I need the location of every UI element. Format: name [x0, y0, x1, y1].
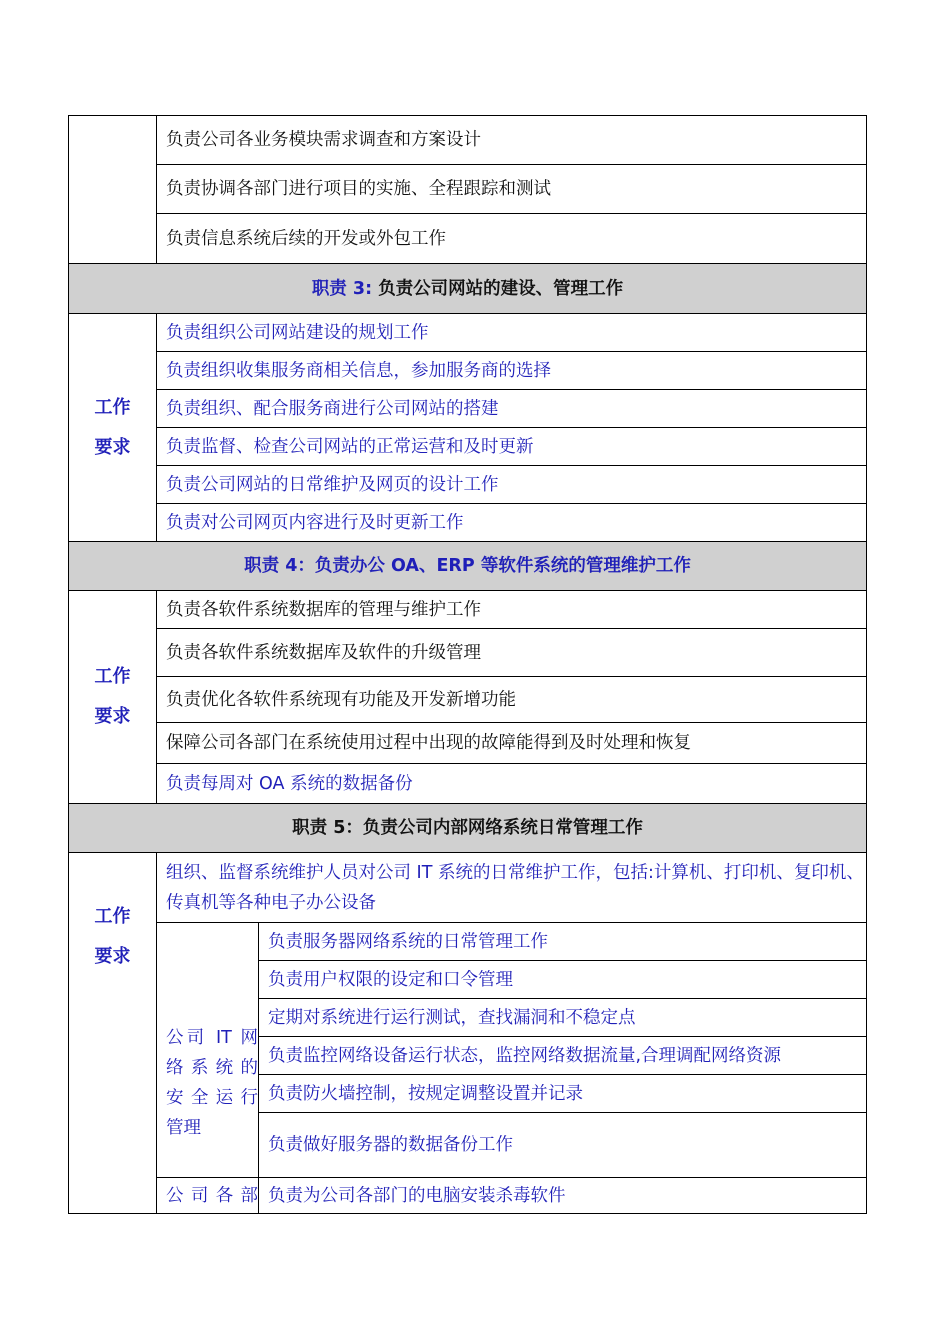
section-3-prefix: 职责 3:: [311, 278, 373, 299]
sub-label-departments: 公司各部: [157, 1178, 259, 1214]
label-line-2: 要求: [94, 946, 131, 967]
sub-label-line: 安全运行: [166, 1088, 258, 1108]
requirement-item: 负责为公司各部门的电脑安装杀毒软件: [259, 1178, 867, 1214]
requirement-intro: 组织、监督系统维护人员对公司 IT 系统的日常维护工作，包括:计算机、打印机、复印机、传真机等各种电子办公设备: [157, 853, 867, 923]
section-header-3: [69, 264, 867, 314]
requirement-item: 负责防火墙控制，按规定调整设置并记录: [259, 1075, 867, 1113]
requirement-item: 负责每周对 OA 系统的数据备份: [157, 764, 867, 804]
requirement-item: 负责协调各部门进行项目的实施、全程跟踪和测试: [157, 165, 867, 214]
label-line-1: 工作: [94, 906, 131, 927]
requirement-item: 负责做好服务器的数据备份工作: [259, 1113, 867, 1178]
requirements-label: [69, 853, 157, 1214]
requirement-item: 负责各软件系统数据库及软件的升级管理: [157, 629, 867, 677]
requirement-item: 负责监督、检查公司网站的正常运营和及时更新: [157, 428, 867, 466]
requirement-item: 负责用户权限的设定和口令管理: [259, 961, 867, 999]
requirement-item: 负责优化各软件系统现有功能及开发新增功能: [157, 677, 867, 723]
requirement-item: 负责组织收集服务商相关信息，参加服务商的选择: [157, 352, 867, 390]
sub-label-line: 络系统的: [166, 1058, 258, 1078]
sub-label-it-security: [157, 923, 259, 1178]
requirement-item: 负责对公司网页内容进行及时更新工作: [157, 504, 867, 542]
requirement-item: 负责服务器网络系统的日常管理工作: [259, 923, 867, 961]
requirement-item: 负责公司网站的日常维护及网页的设计工作: [157, 466, 867, 504]
label-line-1: 工作: [94, 666, 131, 687]
requirements-label: [69, 591, 157, 804]
requirements-label: [69, 314, 157, 542]
section-header-5: 职责 5：负责公司内部网络系统日常管理工作: [69, 804, 867, 853]
label-line-1: 工作: [94, 396, 131, 418]
duty-table: [68, 115, 867, 1214]
section-3-title: 负责公司网站的建设、管理工作: [378, 278, 624, 299]
section-header-4: 职责 4：负责办公 OA、ERP 等软件系统的管理维护工作: [69, 542, 867, 591]
requirement-item: 保障公司各部门在系统使用过程中出现的故障能得到及时处理和恢复: [157, 723, 867, 764]
label-cell-empty: [69, 116, 157, 264]
requirement-item: 负责监控网络设备运行状态，监控网络数据流量,合理调配网络资源: [259, 1037, 867, 1075]
sub-label-line: 公司 IT 网: [166, 1028, 258, 1048]
requirement-item: 负责组织公司网站建设的规划工作: [157, 314, 867, 352]
label-line-2: 要求: [94, 706, 131, 727]
requirement-item: 负责各软件系统数据库的管理与维护工作: [157, 591, 867, 629]
sub-label-line: 管理: [166, 1118, 201, 1138]
requirement-item: 负责公司各业务模块需求调查和方案设计: [157, 116, 867, 165]
label-line-2: 要求: [94, 436, 131, 458]
requirement-item: 负责组织、配合服务商进行公司网站的搭建: [157, 390, 867, 428]
requirement-item: 定期对系统进行运行测试，查找漏洞和不稳定点: [259, 999, 867, 1037]
requirement-item: 负责信息系统后续的开发或外包工作: [157, 214, 867, 264]
